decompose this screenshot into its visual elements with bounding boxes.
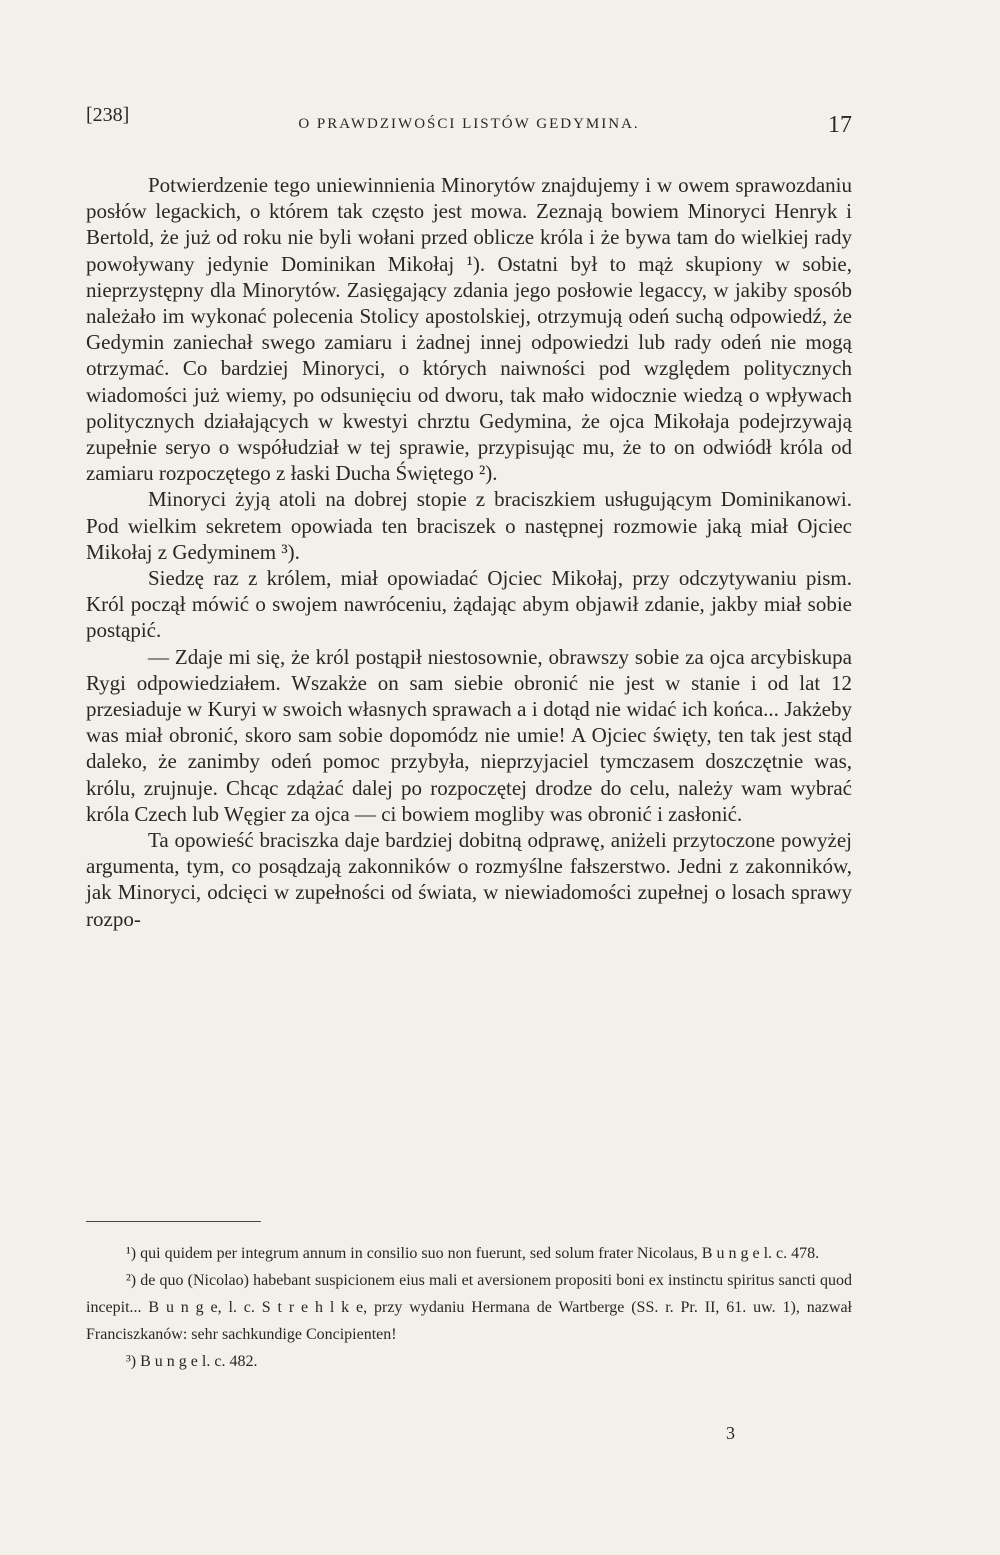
paragraph: Ta opowieść braciszka daje bardziej dobitną odprawę, aniżeli przytoczone powyżej argumenta, tym, co posądzają zakonników o rozmyślne fałszerstwo. Jedni z zakonników, jak Minoryci, odcięci w zupełności od świata, w niewiadomości zupełnej o losach sprawy rozpo- — [86, 828, 852, 931]
paragraph: — Zdaje mi się, że król postąpił niestosownie, obrawszy sobie za ojca arcybiskupa Rygi odpowiedziałem. Wszakże on sam siebie obronić nie jest w stanie i od lat 12 przesiaduje w Kuryi w swoich własnych sprawach a i dotąd nie widać ich końca... Jakżeby was miał obronić, skoro sam sobie dopomódz nie umie! A Ojciec święty, ten tak jest stąd daleko, że zanimby odeń pomoc przybyła, nieprzyjaciel tymczasem doszczętnie was, królu, zrujnuje. Chcąc zdążać dalej po rozpoczętej drodze do celu, należy wam wybrać króla Czech lub Węgier za ojca — ci bowiem mogliby was obronić i zasłonić. — [86, 644, 852, 826]
paragraph: Potwierdzenie tego uniewinnienia Minorytów znajdujemy i w owem sprawozdaniu posłów legackich, o którem tak często jest mowa. Zeznają bowiem Minoryci Henryk i Bertold, że już od roku nie byli wołani przed oblicze króla i że bywa tam do wielkiej rady powoływany jedynie Dominikan Mikołaj ¹). Ostatni był to mąż skupiony w sobie, nieprzystępny dla Minorytów. Zasięgający zdania jego posłowie legaccy, w jakiby sposób należało im wykonać polecenia Stolicy apostolskiej, otrzymują odeń suchą odpowiedź, że Gedymin zaniechał swego zamiaru i żadnej innej odpowiedzi lub rady odeń nie mogą otrzymać. Co bardziej Minoryci, o których naiwności pod względem politycznych wiadomości już wiemy, po odsunięciu od dworu, tak mało widocznie wiedzą o wpływach politycznych działających w kwestyi chrztu Gedymina, że ojca Mikołaja podejrzywają zupełnie seryo o współudział w tej sprawie, przypisując mu, że to on odwiódł króla od zamiaru rozpoczętego z łaski Ducha Świętego ²). — [86, 173, 852, 486]
running-title: O PRAWDZIWOŚCI LISTÓW GEDYMINA. — [298, 116, 640, 132]
paragraph: Minoryci żyją atoli na dobrej stopie z braciszkiem usługującym Dominikanowi. Pod wielkim sekretem opowiada ten braciszek o następnej rozmowie jaką miał Ojciec Mikołaj z Gedyminem ³). — [86, 487, 852, 564]
footnote: ²) de quo (Nicolao) habebant suspicionem eius mali et aversionem propositi boni ex instinctu spiritus sancti quod incepit... B u n g e, l. c. S t r e h l k e, przy wydaniu Hermana de Wartberge (SS. r. Pr. II, 61. uw. 1), nazwał Franciszkanów: sehr sachkundige Concipienten! — [86, 1272, 852, 1343]
running-head — [86, 104, 852, 144]
paragraph: Siedzę raz z królem, miał opowiadać Ojciec Mikołaj, przy odczytywaniu pism. Król począł mówić o swojem nawróceniu, żądając abym objawił zdanie, jakby miał sobie postąpić. — [86, 566, 852, 643]
signature-mark: 3 — [726, 1423, 735, 1443]
footnotes — [86, 1240, 852, 1375]
page-number: 17 — [828, 112, 852, 138]
main-text — [86, 172, 852, 932]
footnote-rule — [86, 1221, 261, 1222]
footnote: ³) B u n g e l. c. 482. — [126, 1353, 258, 1370]
footnote: ¹) qui quidem per integrum annum in consilio suo non fuerunt, sed solum frater Nicolaus, B u n g e l. c. 478. — [126, 1245, 820, 1262]
section-number: [238] — [86, 104, 130, 126]
